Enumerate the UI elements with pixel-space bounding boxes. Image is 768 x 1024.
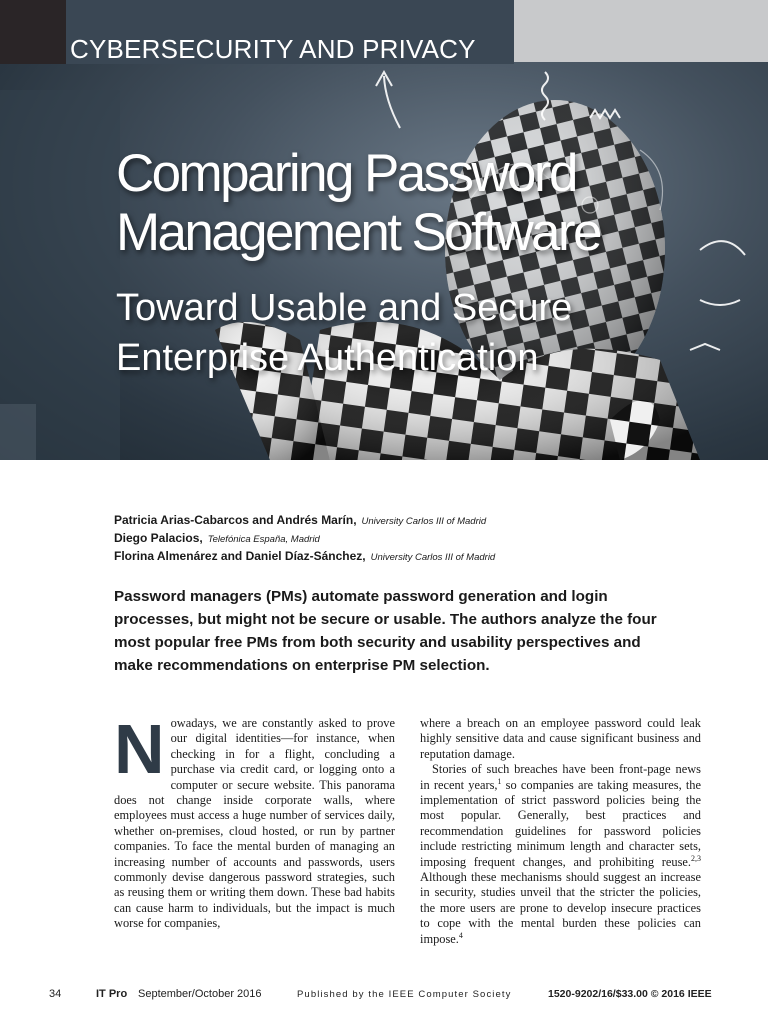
title-line: Comparing Password [116, 144, 576, 203]
text-run: Stories of such breaches have been front-page news in recent years, [420, 762, 701, 792]
issue-date: September/October 2016 [138, 988, 262, 1000]
reference-marker: 2,3 [691, 853, 701, 863]
author-line [114, 512, 495, 530]
title-line: Management Software [116, 203, 600, 262]
copyright-line: 1520-9202/16/$33.00 © 2016 IEEE [548, 988, 712, 1000]
publisher-line: Published by the IEEE Computer Society [297, 989, 512, 1000]
author-names: Diego Palacios, [114, 531, 203, 545]
page-footer [0, 988, 768, 1004]
article-title [116, 144, 756, 262]
subtitle-line: Enterprise Authentication [116, 337, 539, 379]
subtitle-line: Toward Usable and Secure [116, 287, 573, 329]
reference-marker: 1 [497, 776, 502, 786]
author-list [114, 512, 495, 566]
body-column-right [420, 716, 701, 947]
author-names: Florina Almenárez and Daniel Díaz-Sánchez, [114, 549, 366, 563]
body-paragraph: owadays, we are constantly asked to prove our digital identities—for instance, when checking in for a flight, concluding a purchase via credit card, or logging onto a computer or secure website. This panorama does not change inside corporate walls, where employees must access a huge number of services daily, whether on-premises, cloud hosted, or run by partner companies. To face the mental burden of managing an increasing number of accounts and passwords, users commonly devise dangerous password strategies, such as reusing them or writing them down. These bad habits can cause harm to individuals, but the impact is much worse for companies, [114, 716, 395, 931]
text-run: so companies are taking measures, the implementation of strict password policies being the most popular. Generally, best practices and recommendation guidelines for password policies include restricting minimum length and character sets, imposing frequent changes, and prohibiting reuse. [420, 777, 701, 869]
body-paragraph [420, 762, 701, 947]
author-affiliation: Telefónica España, Madrid [207, 534, 320, 545]
author-affiliation: University Carlos III of Madrid [361, 516, 487, 527]
body-column-left [114, 710, 395, 932]
corner-block-dark [0, 0, 66, 64]
drop-cap: N [114, 710, 165, 788]
text-run: Although these mechanisms should suggest an increase in security, studies unveil that the stricter the policies, the more users are prone to develop insecure practices to cope with the mental burden these policies can impose. [420, 870, 701, 946]
abstract: Password managers (PMs) automate password generation and login processes, but might not be secure or usable. The authors analyze the four most popular free PMs from both security and usability perspectives and make recommendations on enterprise PM selection. [114, 588, 657, 674]
corner-block-light [514, 0, 768, 62]
author-line [114, 548, 495, 566]
body-paragraph: where a breach on an employee password could leak highly sensitive data and cause significant business and reputation damage. [420, 716, 701, 761]
magazine-name: IT Pro [96, 988, 128, 1000]
hero-banner [0, 0, 768, 460]
author-line [114, 530, 495, 548]
reference-marker: 4 [458, 930, 463, 940]
page-number: 34 [49, 988, 62, 1000]
author-names: Patricia Arias-Cabarcos and Andrés Marín, [114, 513, 357, 527]
section-label: CYBERSECURITY AND PRIVACY [70, 34, 476, 64]
author-affiliation: University Carlos III of Madrid [370, 552, 496, 563]
article-subtitle [116, 283, 756, 383]
